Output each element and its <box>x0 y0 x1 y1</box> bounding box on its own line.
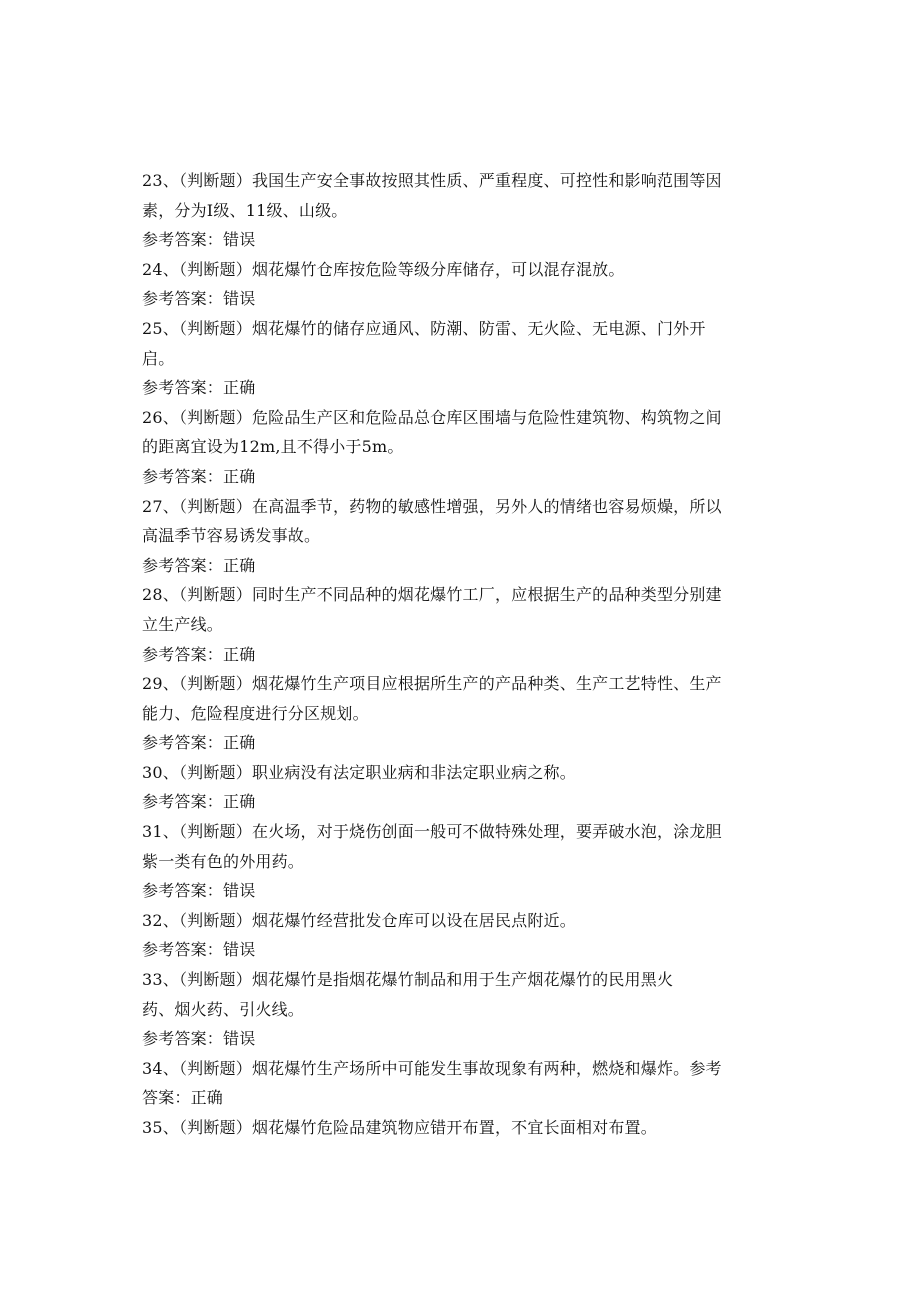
answer-line: 参考答案：错误 <box>142 289 256 309</box>
text-line: 29、（判断题）烟花爆竹生产项目应根据所生产的产品种类、生产工艺特性、生产 <box>142 674 722 694</box>
text-line: 33、（判断题）烟花爆竹是指烟花爆竹制品和用于生产烟花爆竹的民用黑火 <box>142 970 674 990</box>
answer-line: 参考答案：正确 <box>142 378 256 398</box>
answer-line: 参考答案：错误 <box>142 230 256 250</box>
document-body <box>142 166 762 1143</box>
text-line: 34、（判断题）烟花爆竹生产场所中可能发生事故现象有两种，燃烧和爆炸。参考 <box>142 1058 722 1078</box>
text-line: 紫一类有色的外用药。 <box>142 851 305 871</box>
text-line: 30、（判断题）职业病没有法定职业病和非法定职业病之称。 <box>142 762 576 782</box>
text-line: 药、烟火药、引火线。 <box>142 999 305 1019</box>
answer-line: 参考答案：正确 <box>142 644 256 664</box>
answer-line: 参考答案：正确 <box>142 733 256 753</box>
answer-line: 参考答案：正确 <box>142 555 256 575</box>
text-line: 24、（判断题）烟花爆竹仓库按危险等级分库储存，可以混存混放。 <box>142 259 625 279</box>
text-line: 31、（判断题）在火场，对于烧伤创面一般可不做特殊处理，要弄破水泡，涂龙胆 <box>142 822 722 842</box>
text-line: 高温季节容易诱发事故。 <box>142 526 321 546</box>
answer-line: 参考答案：错误 <box>142 1029 256 1049</box>
text-line: 立生产线。 <box>142 614 224 634</box>
answer-line: 参考答案：正确 <box>142 792 256 812</box>
text-line: 23、（判断题）我国生产安全事故按照其性质、严重程度、可控性和影响范围等因 <box>142 171 722 190</box>
text-line: 25、（判断题）烟花爆竹的储存应通风、防潮、防雷、无火险、无电源、门外开 <box>142 318 706 338</box>
text-line: 35、（判断题）烟花爆竹危险品建筑物应错开布置，不宜长面相对布置。 <box>142 1118 657 1137</box>
answer-line: 参考答案：错误 <box>142 940 256 960</box>
text-line: 能力、危险程度进行分区规划。 <box>142 703 369 723</box>
text-line: 27、（判断题）在高温季节，药物的敏感性增强，另外人的情绪也容易烦燥，所以 <box>142 496 722 516</box>
text-line: 26、（判断题）危险品生产区和危险品总仓库区围墙与危险性建筑物、构筑物之间 <box>142 407 722 427</box>
text-line: 答案：正确 <box>142 1088 224 1108</box>
text-line: 32、（判断题）烟花爆竹经营批发仓库可以设在居民点附近。 <box>142 910 576 930</box>
text-line: 的距离宜设为12m,且不得小于5m。 <box>142 437 404 457</box>
text-line: 素，分为Ⅰ级、11级、山级。 <box>142 200 348 220</box>
text-line: 启。 <box>142 348 175 368</box>
text-line: 28、（判断题）同时生产不同品种的烟花爆竹工厂，应根据生产的品种类型分别建 <box>142 585 722 605</box>
answer-line: 参考答案：错误 <box>142 881 256 901</box>
answer-line: 参考答案：正确 <box>142 466 256 486</box>
